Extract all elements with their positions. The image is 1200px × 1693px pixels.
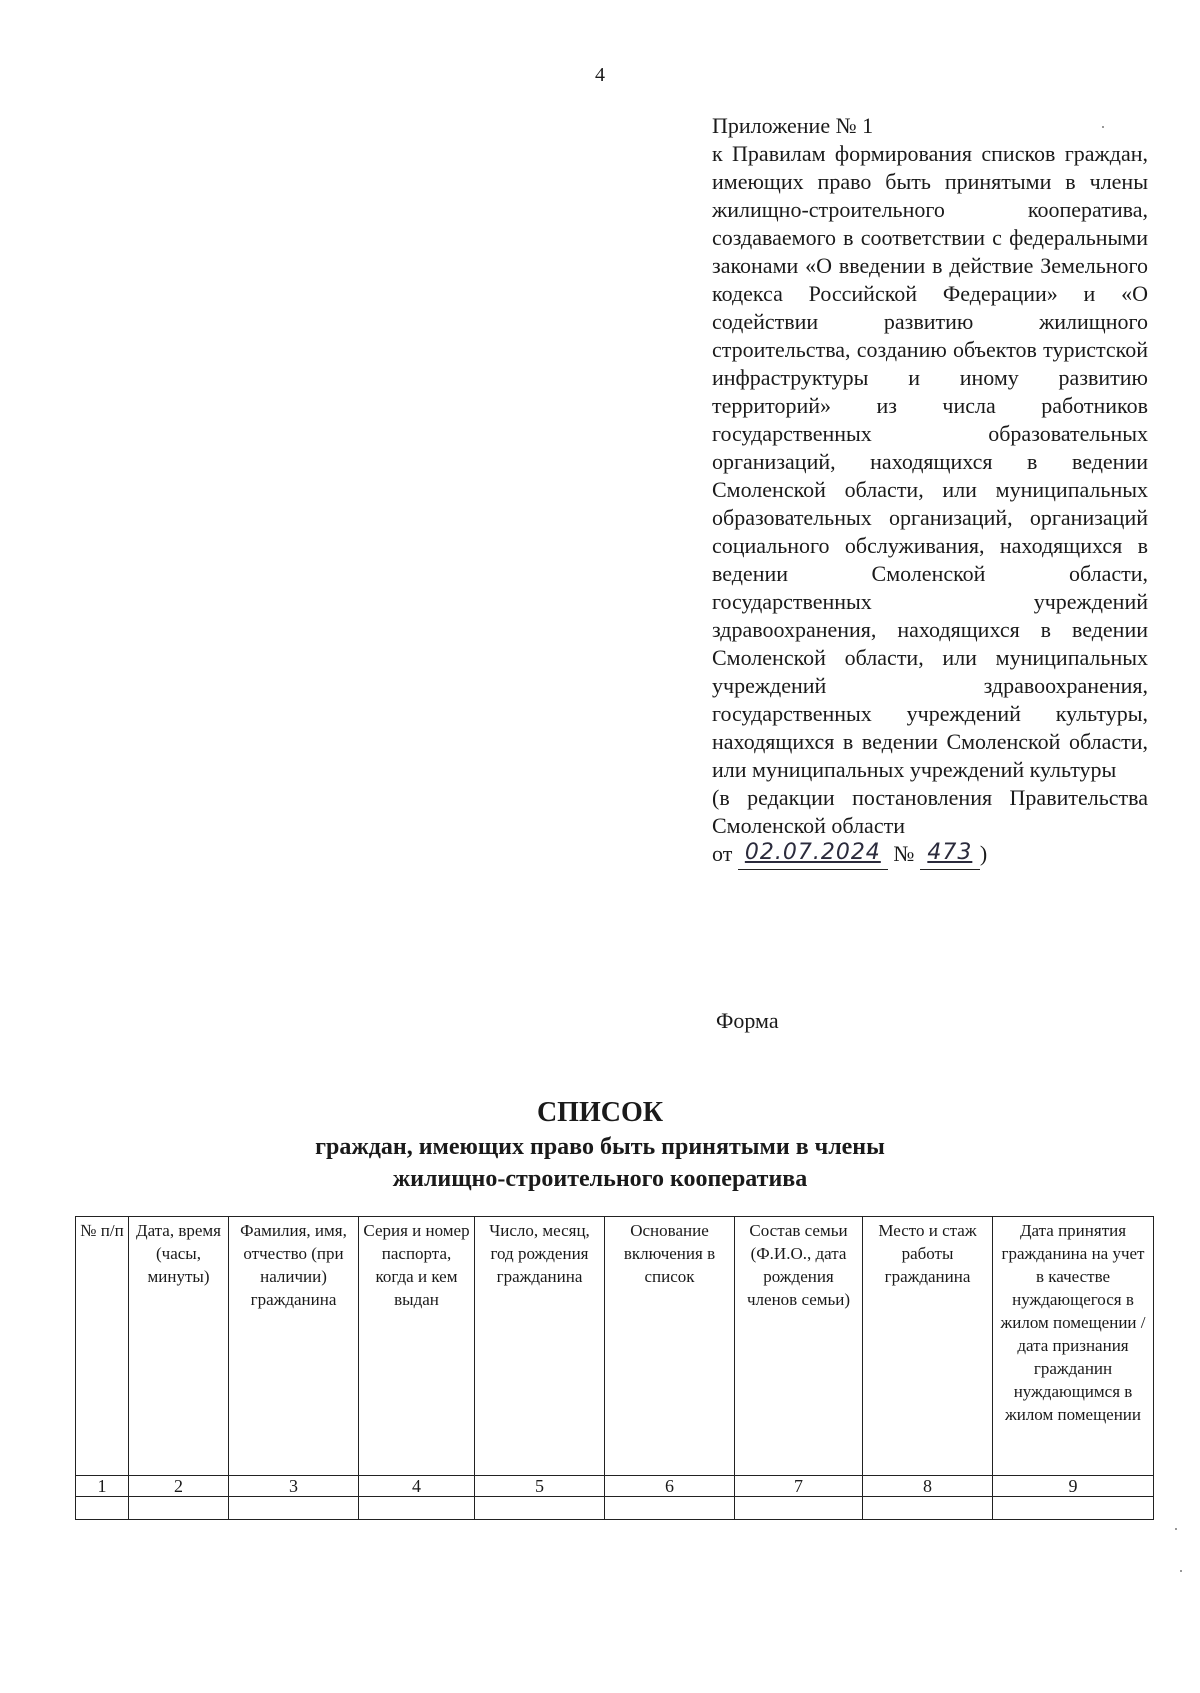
date-field (738, 840, 888, 870)
header-cell: Дата, время (часы, минуты) (129, 1217, 229, 1476)
number-field (920, 840, 980, 870)
column-number-cell: 1 (76, 1476, 129, 1497)
empty-cell (76, 1497, 129, 1520)
empty-cell (475, 1497, 605, 1520)
column-number-cell: 8 (863, 1476, 993, 1497)
number-label: № (893, 841, 915, 866)
header-cell: № п/п (76, 1217, 129, 1476)
table-header-row (76, 1217, 1154, 1476)
from-label: от (712, 841, 733, 866)
empty-cell (229, 1497, 359, 1520)
page-number: 4 (595, 64, 605, 86)
empty-cell (605, 1497, 735, 1520)
header-cell: Состав семьи (Ф.И.О., дата рождения членов семьи) (735, 1217, 863, 1476)
empty-cell (359, 1497, 475, 1520)
column-number-cell: 7 (735, 1476, 863, 1497)
column-number-cell: 4 (359, 1476, 475, 1497)
title-main: СПИСОК (536, 1097, 664, 1128)
appendix-heading: Приложение № 1 (712, 113, 874, 138)
document-title (60, 1095, 1140, 1195)
handwritten-date: 02.07.2024 (744, 840, 881, 865)
closing-paren: ) (979, 841, 988, 866)
empty-cell (863, 1497, 993, 1520)
header-cell: Серия и номер паспорта, когда и кем выдан (359, 1217, 475, 1476)
form-label: Форма (716, 1008, 779, 1033)
amendment-text: (в редакции постановления Правительства Смоленской области (712, 785, 1148, 838)
header-cell: Дата принятия гражданина на учет в качестве нуждающегося в жилом помещении / дата признания гражданин нуждающимся в жилом помещении (993, 1217, 1154, 1476)
scan-speck (1102, 126, 1104, 128)
header-cell: Основание включения в список (605, 1217, 735, 1476)
column-number-cell: 9 (993, 1476, 1154, 1497)
citizens-list-table (75, 1216, 1154, 1520)
column-number-cell: 5 (475, 1476, 605, 1497)
title-line-1: граждан, имеющих право быть принятыми в члены (315, 1134, 885, 1160)
empty-cell (129, 1497, 229, 1520)
empty-data-row (76, 1497, 1154, 1520)
handwritten-number: 473 (927, 840, 973, 865)
scan-speck (1175, 1528, 1177, 1530)
header-cell: Место и стаж работы гражданина (863, 1217, 993, 1476)
appendix-block (712, 112, 1148, 870)
title-line-2: жилищно-строительного кооператива (392, 1166, 808, 1192)
column-number-cell: 6 (605, 1476, 735, 1497)
column-number-row (76, 1476, 1154, 1497)
header-cell: Фамилия, имя, отчество (при наличии) гражданина (229, 1217, 359, 1476)
column-number-cell: 2 (129, 1476, 229, 1497)
scan-speck (1180, 1570, 1182, 1572)
empty-cell (735, 1497, 863, 1520)
column-number-cell: 3 (229, 1476, 359, 1497)
header-cell: Число, месяц, год рождения гражданина (475, 1217, 605, 1476)
amendment-line (712, 840, 1148, 870)
appendix-body: к Правилам формирования списков граждан, имеющих право быть принятыми в члены жилищно-строительного кооператива, создаваемого в соответствии с федеральными законами «О введении в действие Земельного кодекса Российской Федерации» и «О содействии развитию жилищного строительства, созданию объектов туристской инфраструктуры и иному развитию территорий» из числа работников государственных образовательных организаций, находящихся в ведении Смоленской области, или муниципальных образовательных организаций, организаций социального обслуживания, находящихся в ведении Смоленской области, государственных учреждений здравоохранения, находящихся в ведении Смоленской области, или муниципальных учреждений здравоохранения, государственных учреждений культуры, находящихся в ведении Смоленской области, или муниципальных учреждений культуры (712, 141, 1148, 782)
empty-cell (993, 1497, 1154, 1520)
